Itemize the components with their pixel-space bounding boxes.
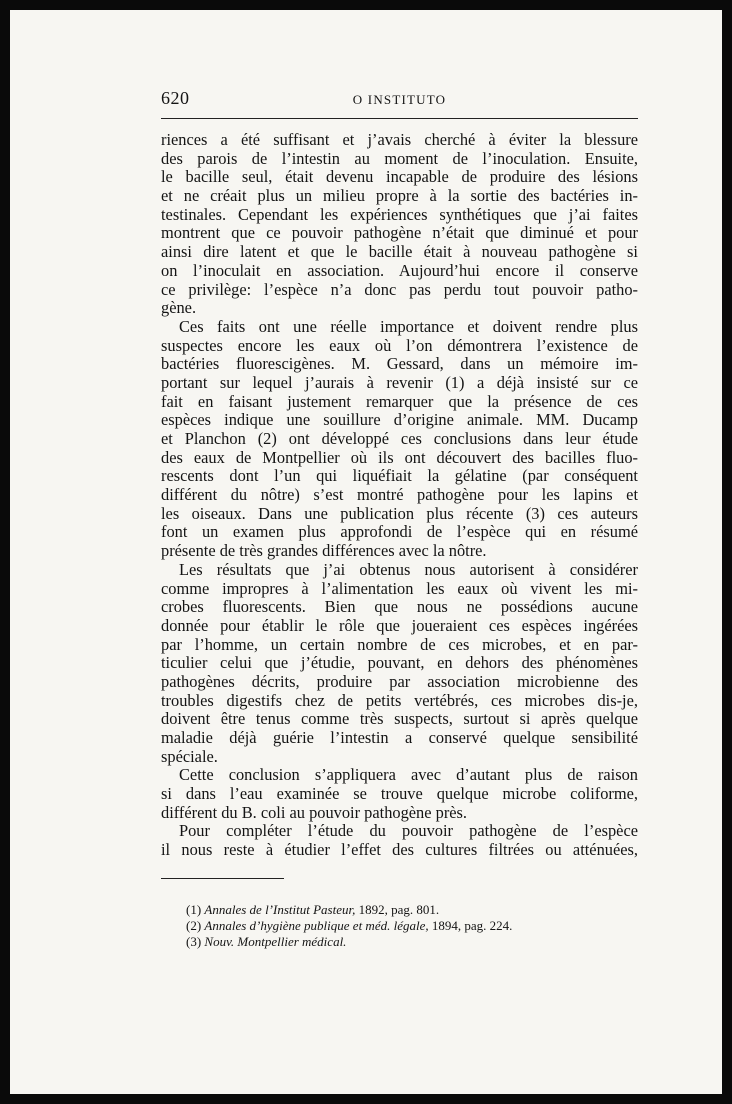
body-text [161,131,638,860]
text-line: donnée pour établir le rôle que joueraient ces espèces ingérées [161,615,638,635]
text-line: il nous reste à étudier l’effet des cultures filtrées ou atténuées, [161,840,638,860]
text-line: montrent que ce pouvoir pathogène n’était que diminué et pour [161,223,638,243]
text-line: différent du nôtre) s’est montré pathogène pour les lapins et [161,485,638,505]
text-line: et ne créait plus un milieu propre à la sortie des bactéries in- [161,186,638,206]
text-line: et Planchon (2) ont développé ces conclusions dans leur étude [161,429,638,448]
text-line: on l’inoculait en association. Aujourd’hui encore il conserve [161,260,638,280]
text-line: suspectes encore les eaux où l’on démontrera l’existence de [161,335,638,355]
text-line: différent du B. coli au pouvoir pathogène près. [161,802,468,822]
footnote-source: Annales de l’Institut Pasteur, [204,902,356,917]
text-line: ce privilège: l’espèce n’a donc pas perdu tout pouvoir patho- [161,279,638,299]
page-number: 620 [161,88,190,108]
text-line: crobes fluorescents. Bien que nous ne possédions aucune [161,597,638,617]
text-line: portant sur lequel j’aurais à revenir (1) a déjà insisté sur ce [161,372,638,392]
text-line: si dans l’eau examinée se trouve quelque microbe coliforme, [161,784,638,804]
footnote-rule [161,878,284,879]
text-line: bactéries fluorescigènes. M. Gessard, dans un mémoire im- [161,354,638,374]
text-line: les oiseaux. Dans une publication plus récente (3) ces auteurs [161,503,638,523]
text-line: rescents dont l’un qui liquéfiait la gélatine (par conséquent [161,466,638,486]
footnote-marker: (3) [186,934,202,949]
footnote-source: Nouv. Montpellier médical. [204,934,347,949]
text-line: gène. [161,298,197,318]
text-line: testinales. Cependant les expériences synthétiques que j’ai faites [161,204,638,224]
text-line: des eaux de Montpellier où ils ont découvert des bacilles fluo- [161,447,638,467]
paragraph-start: Les résultats que j’ai obtenus nous autorisent à considérer [179,559,638,579]
footnote [186,918,626,934]
text-line: doivent être tenus comme très suspects, surtout si après quelque [161,709,638,729]
paragraph-start: Pour compléter l’étude du pouvoir pathogène de l’espèce [179,821,638,841]
footnote-marker: (1) [186,902,202,917]
text-line: par l’homme, un certain nombre de ces microbes, et en par- [161,634,638,654]
footnote-source: Annales d’hygiène publique et méd. légale, [204,918,429,933]
text-line: fait en faisant justement remarquer que la présence de ces [161,391,638,411]
text-line: comme impropres à l’alimentation les eaux où vivent les mi- [161,578,638,598]
page-header [161,88,638,116]
text-line: font un examen plus approfondi de l’espèce qui en résumé [161,522,638,542]
text-line: des parois de l’intestin au moment de l’inoculation. Ensuite, [161,148,638,168]
text-line: espèces indique une souillure d’origine animale. MM. Ducamp [161,410,638,430]
text-line: spéciale. [161,746,218,766]
footnote-detail: 1892, pag. 801. [355,902,440,917]
header-rule [161,118,638,119]
text-line: ainsi dire latent et que le bacille était à nouveau pathogène si [161,242,638,262]
footnote [186,934,626,950]
paragraph-start: Cette conclusion s’appliquera avec d’autant plus de raison [179,765,638,785]
page [10,10,722,1094]
text-line: présente de très grandes différences avec la nôtre. [161,541,487,561]
text-line: pathogènes décrits, produire par association microbienne des [161,671,638,691]
paragraph-start: Ces faits ont une réelle importance et doivent rendre plus [179,316,638,336]
running-head: O INSTITUTO [352,92,447,107]
text-line: riences a été suffisant et j’avais cherché à éviter la blessure [161,130,638,149]
footnote [186,902,626,918]
text-line: ticulier celui que j’étudie, pouvant, en dehors des phénomènes [161,653,638,673]
text-line: maladie déjà guérie l’intestin a conservé quelque sensibilité [161,728,638,747]
text-line: le bacille seul, était devenu incapable de produire des lésions [161,167,638,187]
text-line: troubles digestifs chez de petits vertébrés, ces microbes dis-je, [161,690,638,710]
footnote-detail: 1894, pag. 224. [428,918,513,933]
footnotes [186,902,626,950]
footnote-marker: (2) [186,918,202,933]
